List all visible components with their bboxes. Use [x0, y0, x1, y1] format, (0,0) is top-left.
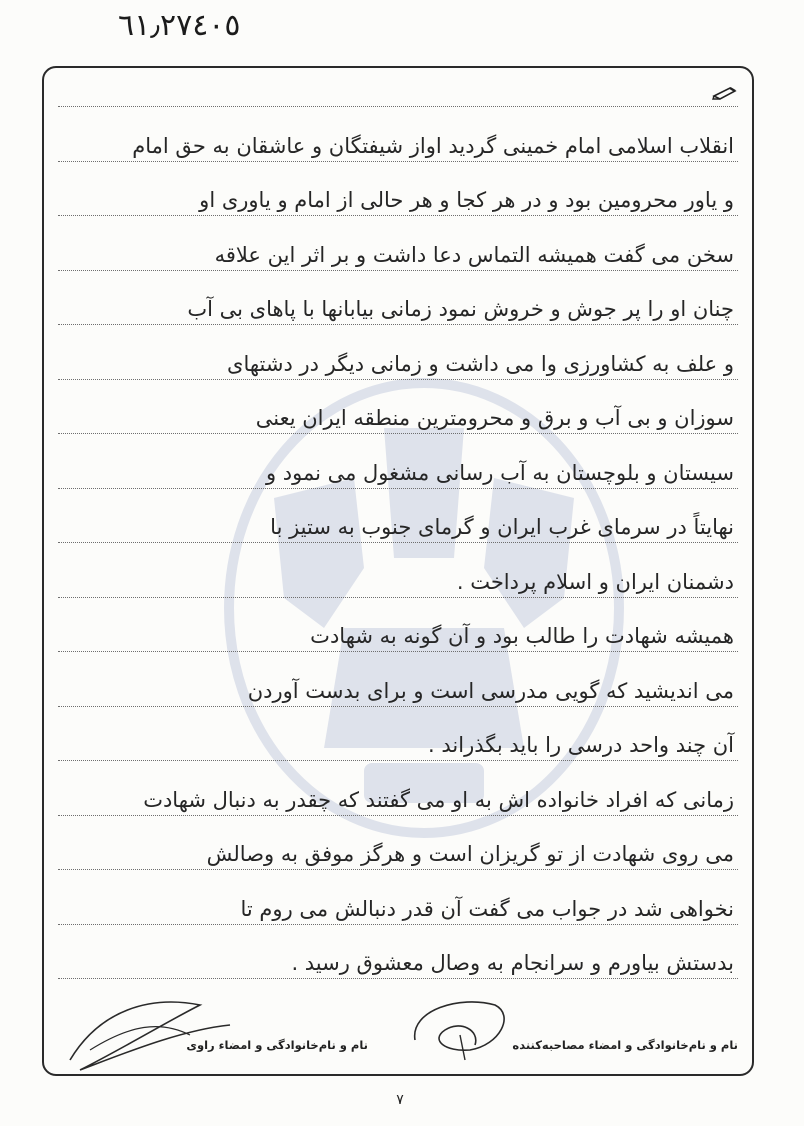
handwritten-line: نهایتاً در سرمای غرب ایران و گرمای جنوب به ستیز با [270, 515, 734, 539]
handwritten-line: سیستان و بلوچستان به آب رسانی مشغول می نمود و [265, 460, 734, 485]
handwritten-line: زمانی که افراد خانواده اش به او می گفتند که چقدر به دنبال شهادت [143, 787, 734, 812]
handwritten-line: انقلاب اسلامی امام خمینی گردید اواز شیفتگان و عاشقان به حق امام [132, 133, 734, 158]
handwritten-line: می اندیشید که گویی مدرسی است و برای بدست آوردن [247, 678, 734, 703]
ruled-form-frame [42, 66, 754, 1076]
handwritten-line: سوزان و بی آب و برق و محرومترین منطقه ایران یعنی [255, 406, 734, 430]
handwritten-line: نخواهی شد در جواب می گفت آن قدر دنبالش می روم تا [240, 896, 734, 921]
handwritten-line: و یاور محرومین بود و در هر کجا و هر حالی از امام و یاوری او [199, 188, 734, 212]
handwritten-line: آن چند واحد درسی را باید بگذراند . [428, 733, 734, 757]
handwritten-line: بدستش بیاورم و سرانجام به وصال معشوق رسید . [291, 951, 734, 975]
narrator-signature-label: نام و نام‌خانوادگی و امضاء راوی [186, 1038, 368, 1052]
handwritten-line: سخن می گفت همیشه التماس دعا داشت و بر اثر این علاقه [214, 242, 734, 267]
interviewer-signature-label: نام و نام‌خانوادگی و امضاء مصاحبه‌کننده [512, 1038, 738, 1052]
handwritten-line: دشمنان ایران و اسلام پرداخت . [456, 569, 734, 594]
handwritten-line: همیشه شهادت را طالب بود و آن گونه به شهادت [310, 624, 734, 648]
handwritten-line: چنان او را پر جوش و خروش نمود زمانی بیابانها با پاهای بی آب [187, 297, 734, 321]
reference-number: ٦١٫٢٧٤٠٥ [118, 8, 241, 43]
page-number: ٧ [396, 1092, 404, 1108]
signature-footer [44, 1034, 752, 1058]
handwritten-line: و علف به کشاورزی وا می داشت و زمانی دیگر در دشتهای [227, 351, 734, 376]
handwritten-text-block [58, 68, 738, 1074]
handwritten-line: می روی شهادت از تو گریزان است و هرگز موفق به وصالش [206, 842, 734, 866]
